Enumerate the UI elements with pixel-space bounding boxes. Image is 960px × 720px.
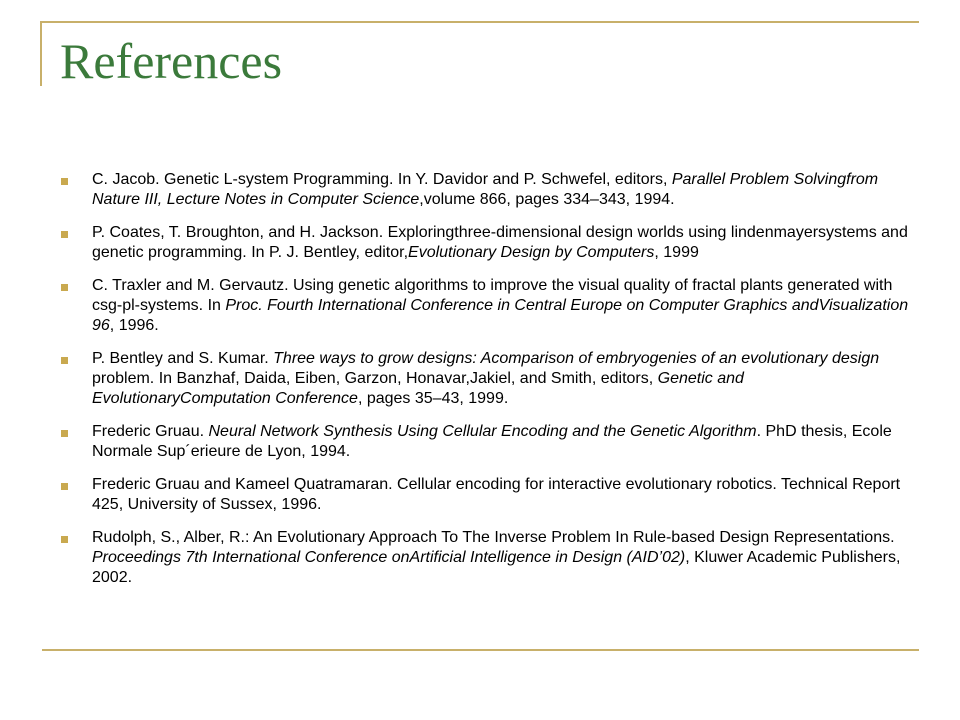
reference-text: [92, 529, 900, 586]
reference-text-segment: C. Traxler and M. Gervautz. Using genetic algorithms to improve the visual quality of fractal plants generated with csg-pl-systems. In: [92, 277, 893, 314]
reference-text-segment: Frederic Gruau and Kameel Quatramaran. Cellular encoding for interactive evolutionary robotics. Technical Report 425, University of Sussex, 1996.: [92, 476, 901, 513]
reference-text: [92, 171, 878, 208]
square-bullet-icon: [61, 284, 68, 291]
square-bullet-icon: [61, 483, 68, 490]
reference-text-segment: C. Jacob. Genetic L-system Programming. In Y. Davidor and P. Schwefel, editors,: [92, 171, 672, 188]
left-accent-rule: [40, 21, 42, 86]
square-bullet-icon: [61, 430, 68, 437]
reference-item: [60, 528, 920, 588]
reference-text-segment: . PhD thesis, Ecole Normale Sup´erieure de Lyon, 1994.: [92, 423, 892, 460]
square-bullet-icon: [61, 536, 68, 543]
reference-list: [60, 170, 920, 601]
reference-title-italic: Three ways to grow designs: Acomparison of embryogenies of an evolutionary design: [273, 350, 880, 367]
reference-text: [92, 423, 892, 460]
reference-text: [92, 350, 879, 407]
reference-text-segment: , Kluwer Academic Publishers, 2002.: [92, 549, 901, 586]
square-bullet-icon: [61, 357, 68, 364]
reference-title-italic: Proceedings 7th International Conference onArtificial Intelligence in Design (AID’02): [92, 549, 686, 566]
reference-text-segment: problem. In Banzhaf, Daida, Eiben, Garzon, Honavar,Jakiel, and Smith, editors,: [92, 370, 658, 387]
reference-title-italic: Parallel Problem Solvingfrom Nature III, Lecture Notes in Computer Science: [92, 171, 879, 208]
reference-item: [60, 170, 920, 210]
reference-text-segment: P. Coates, T. Broughton, and H. Jackson. Exploringthree-dimensional design worlds using lindenmayersystems and genetic programming. In P. J. Bentley, editor,: [92, 224, 908, 261]
reference-text: [92, 277, 908, 334]
reference-title-italic: Neural Network Synthesis Using Cellular Encoding and the Genetic Algorithm: [208, 423, 757, 440]
reference-item: [60, 223, 920, 263]
reference-text-segment: , pages 35–43, 1999.: [357, 390, 509, 407]
reference-text-segment: Frederic Gruau.: [92, 423, 209, 440]
reference-title-italic: Evolutionary Design by Computers: [408, 244, 655, 261]
reference-text-segment: , 1996.: [109, 317, 159, 334]
reference-text-segment: Rudolph, S., Alber, R.: An Evolutionary Approach To The Inverse Problem In Rule-based Design Representations.: [92, 529, 895, 546]
reference-text-segment: P. Bentley and S. Kumar.: [92, 350, 274, 367]
reference-title-italic: Proc. Fourth International Conference in Central Europe on Computer Graphics andVisualization 96: [92, 297, 909, 334]
square-bullet-icon: [61, 231, 68, 238]
reference-text-segment: , 1999: [654, 244, 699, 261]
bottom-divider: [42, 649, 919, 651]
reference-item: [60, 475, 920, 515]
reference-item: [60, 349, 920, 409]
reference-item: [60, 276, 920, 336]
top-divider: [42, 21, 919, 23]
reference-item: [60, 422, 920, 462]
slide-title: References: [60, 33, 283, 89]
reference-text: [92, 224, 908, 261]
square-bullet-icon: [61, 178, 68, 185]
reference-text: [92, 476, 900, 513]
reference-title-italic: Genetic and EvolutionaryComputation Conference: [92, 370, 744, 407]
reference-text-segment: ,volume 866, pages 334–343, 1994.: [419, 191, 675, 208]
